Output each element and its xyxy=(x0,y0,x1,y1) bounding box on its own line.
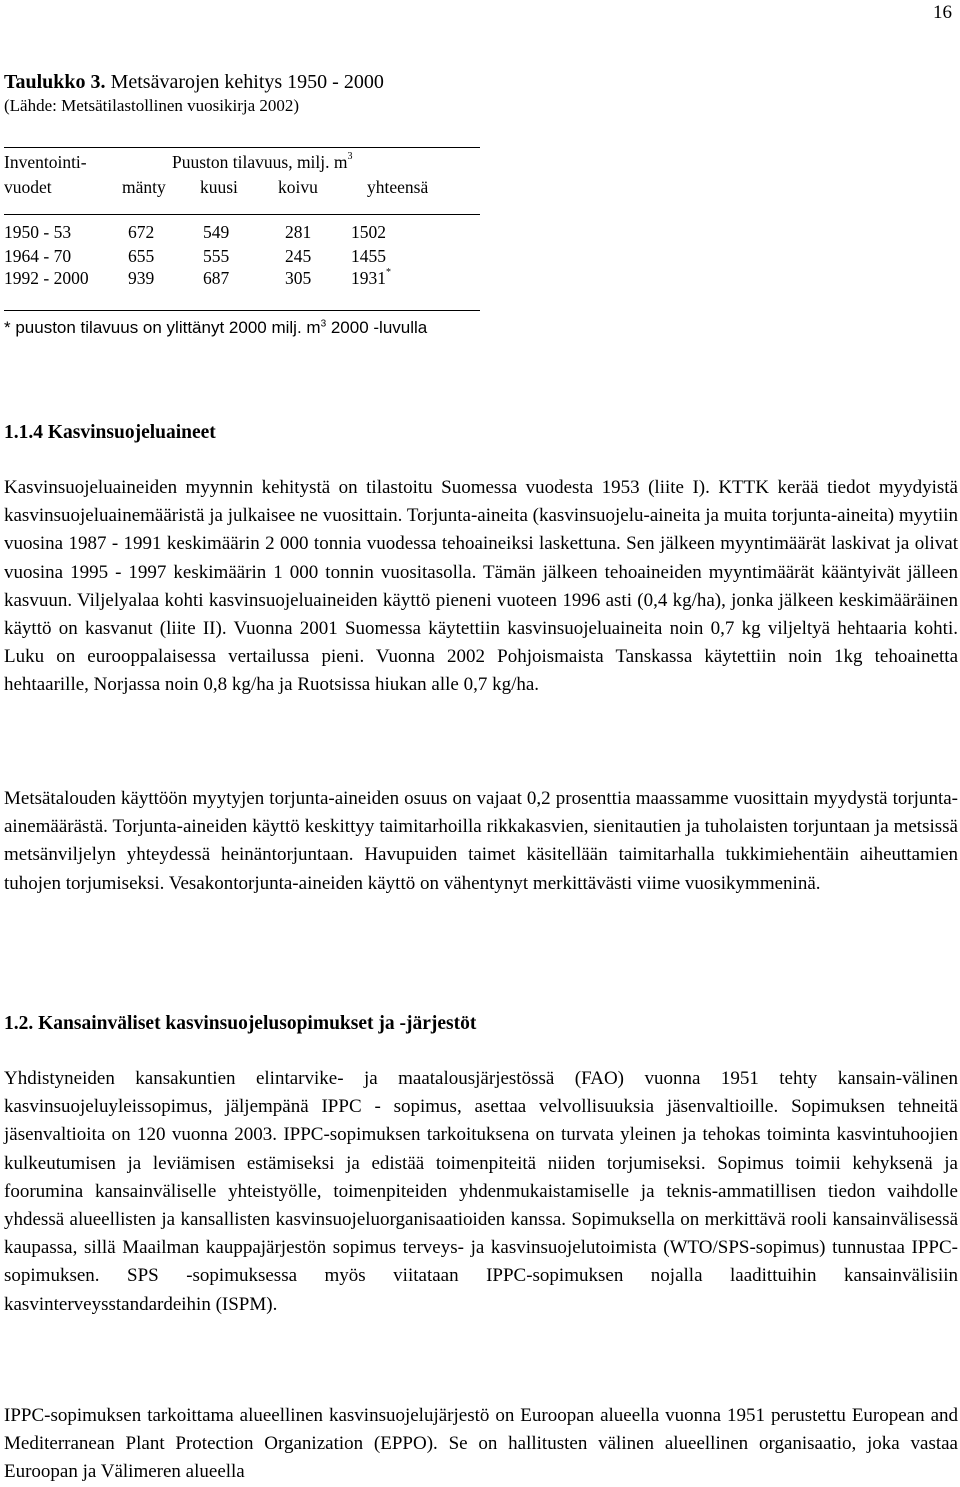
table-caption-label: Taulukko 3. xyxy=(4,71,106,93)
table-cell: 1950 - 53 xyxy=(4,222,72,242)
table-cell: 655 xyxy=(128,246,155,266)
table-cell: 1502 xyxy=(351,222,386,242)
section-heading-1-2: 1.2. Kansainväliset kasvinsuojelusopimukset ja -järjestöt xyxy=(4,1013,477,1034)
table-caption-text: Metsävarojen kehitys 1950 - 2000 xyxy=(110,71,384,93)
footnote-marker: * xyxy=(386,267,391,279)
header-col-koivu: koivu xyxy=(278,177,318,197)
table-footnote: * puuston tilavuus on ylittänyt 2000 milj. $m^3$ 2000 -luvulla xyxy=(4,318,428,337)
section1-paragraph-2: Metsätalouden käyttöön myytyjen torjunta-aineiden osuus on vajaat 0,2 prosenttia maassamme vuosittain myydystä torjunta-ainemäärästä. Torjunta-aineiden käyttö keskittyy taimitarhoilla rikkakasvien, sienitautien ja tuholaisten torjuntaan ja metsissä metsänviljelyn yhteydessä heinäntorjuntaan. Havupuiden taimet käsitellään taimitarhalla tukkimiehentäin aiheuttamien tuhojen torjumiseksi. Vesakontorjunta-aineiden käyttö on vähentynyt merkittävästi viime vuosikymmeninä. xyxy=(4,788,958,894)
table-cell: 555 xyxy=(203,246,230,266)
section2-paragraph-1: Yhdistyneiden kansakuntien elintarvike- ja maatalousjärjestössä (FAO) vuonna 1951 tehty kansain-välinen kasvinsuojeluyleissopimus, jäljempänä IPPC - sopimus, asettaa velvollisuuksia jäsenvaltioille. Sopimuksen tehneitä jäsenvaltioita on 120 vuonna 2003. IPPC-sopimuksen tarkoituksena on turvata yleinen ja tehokas toiminta kasvintuhoojien kulkeutumisen ja leviämisen estämiseksi ja edistää toimenpiteitä niiden torjumiseksi. Sopimus toimii kehyksenä ja foorumina kansainväliselle yhteistyölle, toimenpiteiden yhdenmukaistamiselle ja teknis-ammatillisen tiedon vaihdolle yhdessä alueellisten ja kansallisten kasvinsuojeluorganisaatioiden kanssa. Sopimuksella on merkittävä rooli kansainvälisessä kaupassa, sillä Maailman kauppajärjestön sopimus terveys- ja kasvinsuojelutoimista (WTO/SPS-sopimus) tunnustaa IPPC-sopimuksen. SPS -sopimuksessa myös viitataan IPPC-sopimuksen nojalla laadittuihin kansainvälisiin kasvinterveysstandardeihin (ISPM). xyxy=(4,1068,958,1315)
table-cell: 1964 - 70 xyxy=(4,246,72,266)
table-cell: 549 xyxy=(203,222,230,242)
table-cell: 281 xyxy=(285,222,312,242)
section2-paragraph-2: IPPC-sopimuksen tarkoittama alueellinen kasvinsuojelujärjestö on Euroopan alueella vuonna 1951 perustettu European and Mediterranean Plant Protection Organization (EPPO). Se on hallitusten välinen alueellinen organisaatio, joka vastaa Euroopan ja Välimeren alueella xyxy=(4,1405,958,1483)
header-inventory-years-line2: vuodet xyxy=(4,177,52,197)
header-col-kuusi: kuusi xyxy=(200,177,238,197)
table-cell: 687 xyxy=(203,268,230,288)
page-number: 16 xyxy=(933,2,952,23)
table-cell: 1455 xyxy=(351,246,386,266)
table-source: (Lähde: Metsätilastollinen vuosikirja 2002) xyxy=(4,96,300,115)
table-top-rule xyxy=(4,147,480,148)
section1-paragraph-1: Kasvinsuojeluaineiden myynnin kehitystä on tilastoitu Suomessa vuodesta 1953 (liite I). KTTK kerää tiedot myydyistä kasvinsuojeluainemääristä ja julkaisee ne vuosittain. Torjunta-aineita (kasvinsuojelu-aineita ja muita torjunta-aineita) myytiin vuosina 1987 - 1991 keskimäärin 2 000 tonnia vuodessa tehoaineiksi laskettuna. Sen jälkeen myyntimäärät laskivat ja olivat vuosina 1995 - 1997 keskimäärin 1 000 tonnin vuositasolla. Tämän jälkeen tehoaineiden myyntimäärät kääntyivät jälleen kasvuun. Viljelyalaa kohti kasvinsuojeluaineiden käyttö pieneni vuoteen 1996 asti (0,4 kg/ha), jonka jälkeen keskimääräinen käyttö on kasvanut (liite II). Vuonna 2001 Suomessa käytettiin kasvinsuojeluaineita noin 0,7 kg viljeltyä hehtaaria kohti. Luku on eurooppalaisessa vertailussa pieni. Vuonna 2002 Pohjoismaista Tanskassa käytettiin noin 1kg tehoainetta hehtaarille, Norjassa noin 0,8 kg/ha ja Ruotsissa hiukan alle 0,7 kg/ha. xyxy=(4,477,958,696)
table-cell: 1931* xyxy=(351,267,391,288)
table-cell: 672 xyxy=(128,222,155,242)
header-col-yhteensa: yhteensä xyxy=(367,177,429,197)
header-col-manty: mänty xyxy=(122,177,166,197)
section-heading-1-1-4: 1.1.4 Kasvinsuojeluaineet xyxy=(4,422,216,443)
table-header-rule xyxy=(4,214,480,215)
table-cell: 1992 - 2000 xyxy=(4,268,89,288)
table-caption xyxy=(4,68,384,96)
table-cell: 305 xyxy=(285,268,312,288)
table-bottom-rule xyxy=(4,310,480,311)
header-volume-group: Puuston tilavuus, milj. $m^3$ xyxy=(172,151,353,172)
table-cell: 245 xyxy=(285,246,312,266)
table-cell: 939 xyxy=(128,268,155,288)
header-inventory-years-line1: Inventointi- xyxy=(4,152,87,172)
